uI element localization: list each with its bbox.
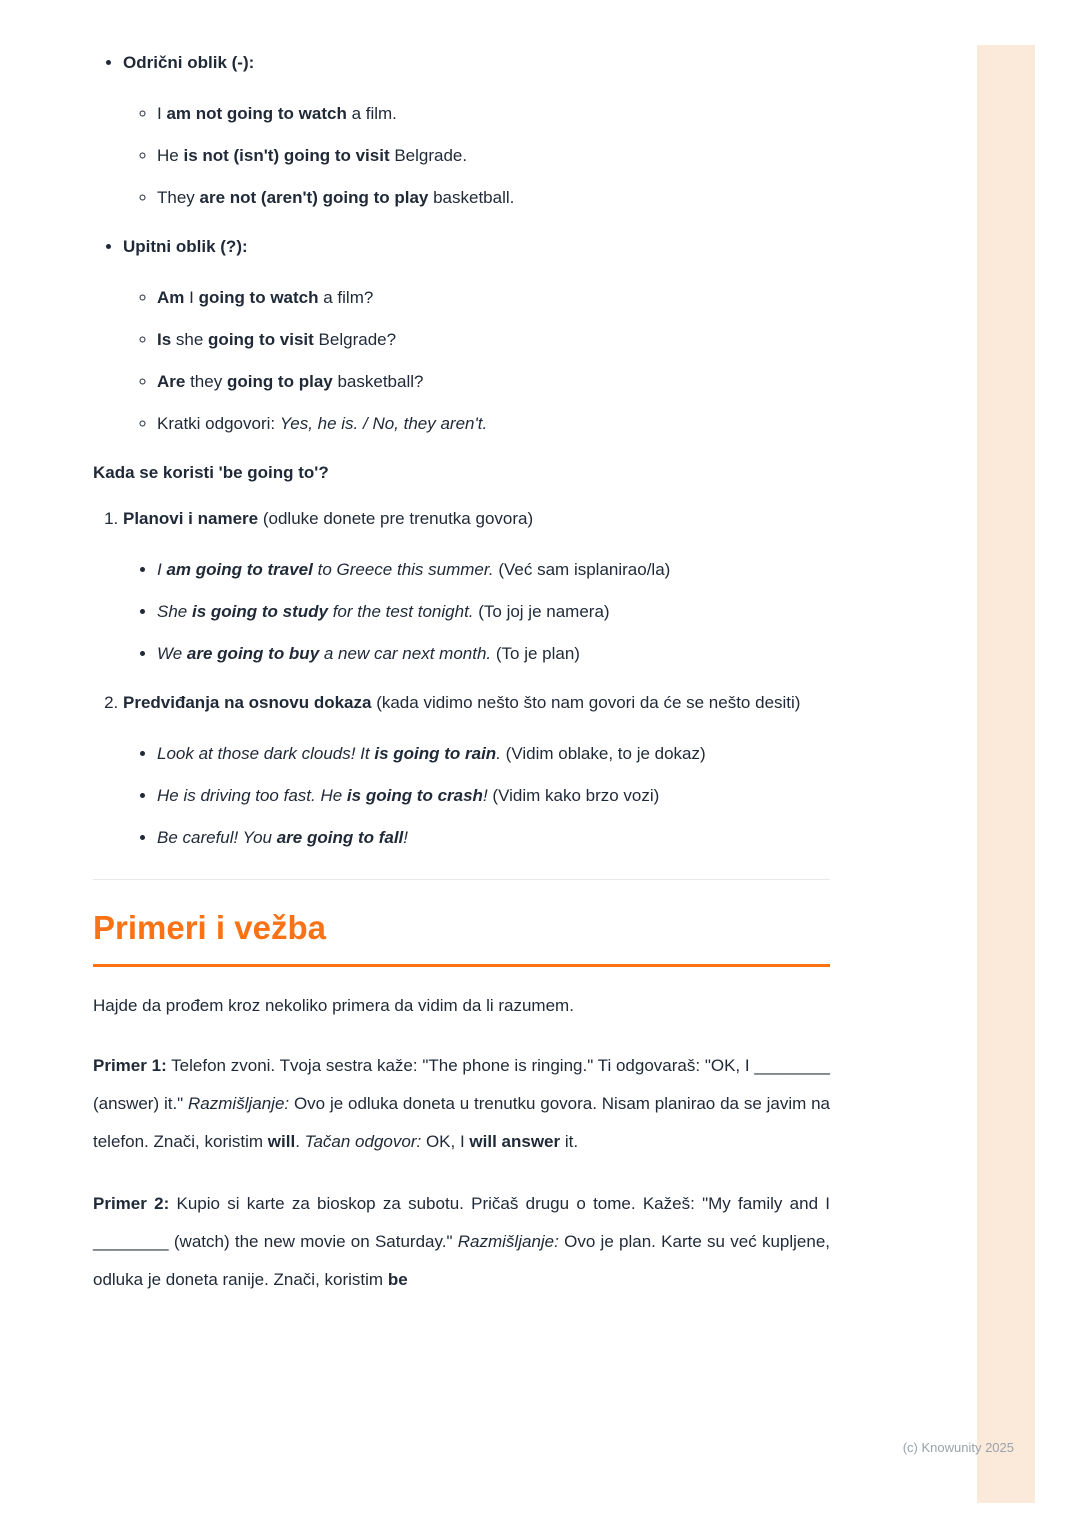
section-divider <box>93 879 830 880</box>
example-paragraph-2: Primer 2: Kupio si karte za bioskop za subotu. Pričaš drugu o tome. Kažeš: "My family and I ________ (watch) the new movie on Saturday." Razmišljanje: Ovo je plan. Karte su već kupljene, odluka je doneta ranije. Znači, koristim be <box>93 1194 831 1289</box>
negative-form-section <box>123 46 830 215</box>
footer-credit: (c) Knowunity 2025 <box>902 1440 1014 1455</box>
usage-heading: Kada se koristi 'be going to'? <box>93 463 329 482</box>
example-paragraph-1: Primer 1: Telefon zvoni. Tvoja sestra kaže: "The phone is ringing." Ti odgovaraš: "OK, I ________ (answer) it." Razmišljanje: Ovo je odluka doneta u trenutku govora. Nisam planirao da se javim na telefon. Znači, koristim will. Tačan odgovor: OK, I will answer it. <box>93 1056 831 1151</box>
usage-numbered-list <box>93 502 830 855</box>
usage-item-predictions <box>123 686 830 855</box>
list-item: ◦ Is she going to visit Belgrade? <box>157 323 830 357</box>
practice-section-heading: Primeri i vežba <box>93 908 830 967</box>
list-item: • I am going to travel to Greece this summer. (Već sam isplanirao/la) <box>157 553 830 587</box>
practice-intro: Hajde da prođem kroz nekoliko primera da vidim da li razumem. <box>93 996 574 1015</box>
negative-form-title: Odrični oblik (-): <box>123 53 255 72</box>
verb-forms-list <box>93 46 830 441</box>
predictions-examples <box>123 737 830 855</box>
list-item: ◦ Are they going to play basketball? <box>157 365 830 399</box>
document-content <box>93 46 830 1299</box>
usage-item-plans <box>123 502 830 671</box>
question-form-examples <box>123 281 830 441</box>
list-item: ◦ He is not (isn't) going to visit Belgrade. <box>157 139 830 173</box>
list-item: • We are going to buy a new car next month. (To je plan) <box>157 637 830 671</box>
negative-form-examples <box>123 97 830 215</box>
question-form-section <box>123 230 830 441</box>
list-item: • She is going to study for the test tonight. (To joj je namera) <box>157 595 830 629</box>
list-item: • Be careful! You are going to fall! <box>157 821 830 855</box>
list-item: ◦ Kratki odgovori: Yes, he is. / No, they aren't. <box>157 407 830 441</box>
list-item: ◦ I am not going to watch a film. <box>157 97 830 131</box>
page-margin-strip <box>977 45 1035 1503</box>
list-item: • He is driving too fast. He is going to crash! (Vidim kako brzo vozi) <box>157 779 830 813</box>
question-form-title: Upitni oblik (?): <box>123 237 248 256</box>
plans-examples <box>123 553 830 671</box>
usage-item-text: Planovi i namere (odluke donete pre trenutka govora) <box>123 509 534 528</box>
list-item: ◦ Am I going to watch a film? <box>157 281 830 315</box>
usage-item-text: Predviđanja na osnovu dokaza (kada vidimo nešto što nam govori da će se nešto desiti) <box>123 693 801 712</box>
list-item: ◦ They are not (aren't) going to play basketball. <box>157 181 830 215</box>
list-item: • Look at those dark clouds! It is going to rain. (Vidim oblake, to je dokaz) <box>157 737 830 771</box>
